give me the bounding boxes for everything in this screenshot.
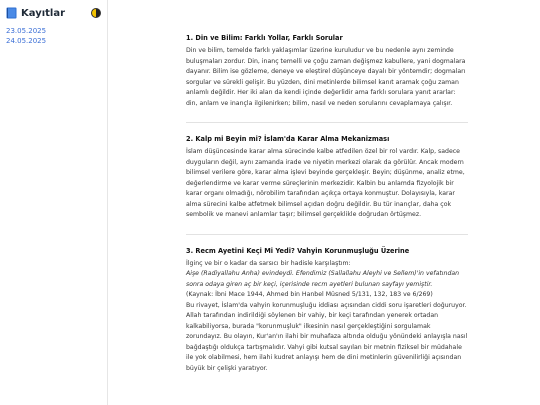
article [186, 34, 468, 387]
section-heading: 3. Recm Ayetini Keçi Mi Yedi? Vahyin Korunmuşluğu Üzerine [186, 246, 410, 255]
section-1 [186, 34, 468, 109]
section-2 [186, 135, 468, 221]
record-item-2[interactable]: 24.05.2025 [6, 37, 47, 45]
sidebar-header [0, 0, 107, 26]
divider [186, 122, 468, 123]
sidebar [0, 0, 108, 405]
section-body [186, 259, 468, 375]
source-citation: (Kaynak: İbni Mace 1944, Ahmed bin Hanbel Müsned 5/131, 132, 183 ve 6/269) [186, 291, 433, 298]
theme-toggle-icon[interactable] [91, 8, 101, 18]
section-body [186, 147, 468, 221]
book-icon [6, 7, 17, 19]
section-3 [186, 247, 468, 375]
divider [186, 234, 468, 235]
section-heading: 1. Din ve Bilim: Farklı Yollar, Farklı Sorular [186, 34, 343, 42]
section-body [186, 46, 468, 109]
sidebar-title: Kayıtlar [21, 7, 66, 19]
section-heading: 2. Kalp mi Beyin mi? İslam'da Karar Alma Mekanizması [186, 135, 390, 143]
hadith-quote: Aişe (Radiyallahu Anha) evindeydi. Efendimiz (Sallallahu Aleyhi ve Sellem)'in vefatından sonra odaya giren aç bir keçi, içerisinde recm ayetleri bulunan sayfayı yemiştir. [186, 270, 460, 288]
paragraph: İslam düşüncesinde karar alma sürecinde kalbe atfedilen özel bir rol vardır. Kalp, sadece duyguların değil, aynı zamanda irade ve niyetin merkezi olarak da görülür. Ancak modern bilimsel verilere göre, karar alma işlevi beyinde gerçekleşir. Beyin; düşünme, analiz etme, değerlendirme ve karar verme süreçlerinin merkezidir. Kalbin bu anlamda fizyolojik bir karar organı olmadığı, nörobilim tarafından açıkça ortaya konmuştur. Dolayısıyla, karar alma sürecini kalbe atfetmek bilimsel açıdan doğru değildir. Bu tür inançlar, daha çok sembolik ve manevi anlamlar taşır; bilimsel gerçeklikle doğrudan örtüşmez. [186, 148, 465, 218]
main-content [108, 0, 540, 405]
paragraph: Bu rivayet, İslam'da vahyin korunmuşluğu iddiası açısından ciddi soru işaretleri doğuruyor. Allah tarafından indirildiği söylenen bir vahiy, bir keçi tarafından yenerek ortadan kalkabiliyorsa, burada "korunmuşluk" ilkesinin nasıl gerçekleştiğini sorgulamak zorundayız. Bu olayın, Kur'an'ın ilahi bir muhafaza altında olduğu yönündeki anlayışla nasıl bağdaştığı oldukça tartışmalıdır. Vahyi gibi kutsal sayılan bir metnin fiziksel bir müdahale ile yok olabilmesi, hem ilahi kudret anlayışı hem de dini metinlerin güvenilirliği açısından büyük bir çelişki yaratıyor. [186, 301, 468, 372]
record-list [0, 26, 107, 46]
paragraph: İlginç ve bir o kadar da sarsıcı bir hadisle karşılaştım: [186, 259, 351, 267]
paragraph: Din ve bilim, temelde farklı yaklaşımlar üzerine kuruludur ve bu nedenle aynı zeminde buluşmaları zordur. Din, inanç temelli ve çoğu zaman değişmez kabullere, yani dogmalara dayanır. Bilim ise gözleme, deneye ve eleştirel düşünceye dayalı bir yöntemdir; dogmaları sorgular ve sürekli gelişir. Bu yüzden, dini metinlerde bilimsel kanıt aramak çoğu zaman anlamlı değildir. Her iki alan da kendi içinde değerlidir ama farklı sorulara yanıt ararlar: din, anlam ve inançla ilgilenirken; bilim, nasıl ve neden sorularını cevaplamaya çalışır. [186, 47, 466, 107]
record-item-1[interactable]: 23.05.2025 [6, 27, 47, 35]
